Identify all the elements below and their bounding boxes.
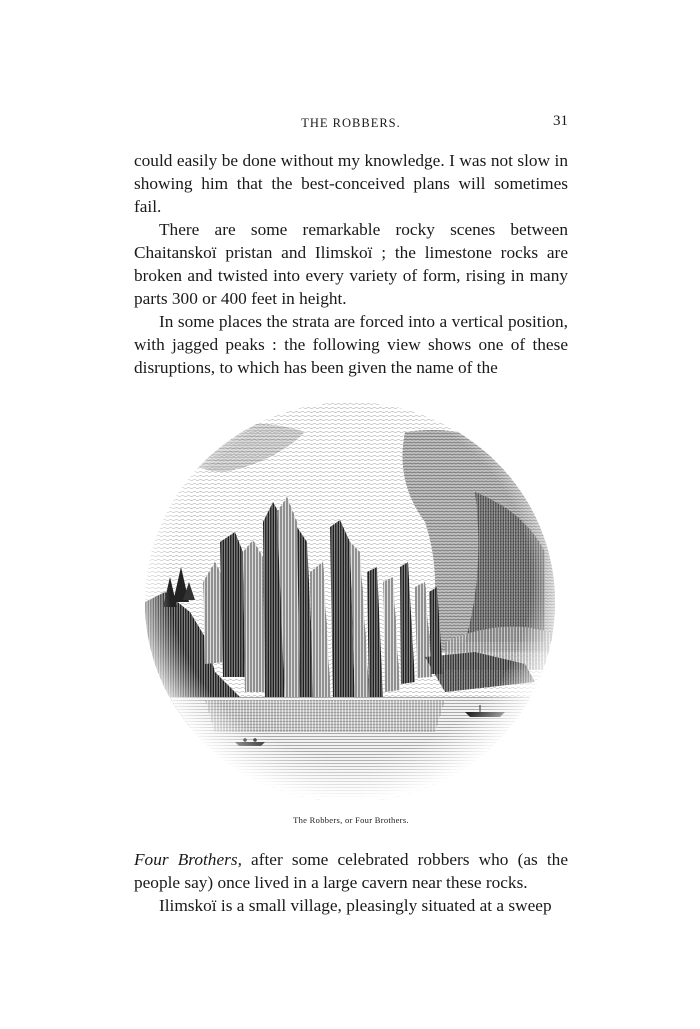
page-number: 31	[553, 113, 568, 129]
body-text-top	[134, 149, 568, 379]
running-head	[134, 113, 568, 133]
paragraph-3: In some places the strata are forced into a vertical position, with jagged peaks : the following view shows one of these disruptions, to which has been given the name of the	[134, 312, 568, 377]
illustration-caption: The Robbers, or Four Brothers.	[293, 815, 409, 825]
body-text-bottom	[134, 848, 568, 917]
engraving-illustration	[145, 402, 555, 800]
running-title: THE ROBBERS.	[301, 116, 401, 130]
paragraph-1: could easily be done without my knowledge. I was not slow in showing him that the best-conceived plans will sometimes fail.	[134, 151, 568, 216]
paragraph-2: There are some remarkable rocky scenes between Chaitanskoï pristan and Ilimskoï ; the limestone rocks are broken and twisted into every variety of form, rising in many parts 300 or 400 feet in height.	[134, 220, 568, 308]
paragraph-5: Ilimskoï is a small village, pleasingly situated at a sweep	[159, 896, 552, 915]
paragraph-4-italic: Four Brothers,	[134, 850, 242, 869]
paragraph-4-rest: after some celebrated robbers who (as the people say) once lived in a large cavern near these rocks.	[134, 850, 568, 892]
paragraph-4	[134, 848, 568, 894]
